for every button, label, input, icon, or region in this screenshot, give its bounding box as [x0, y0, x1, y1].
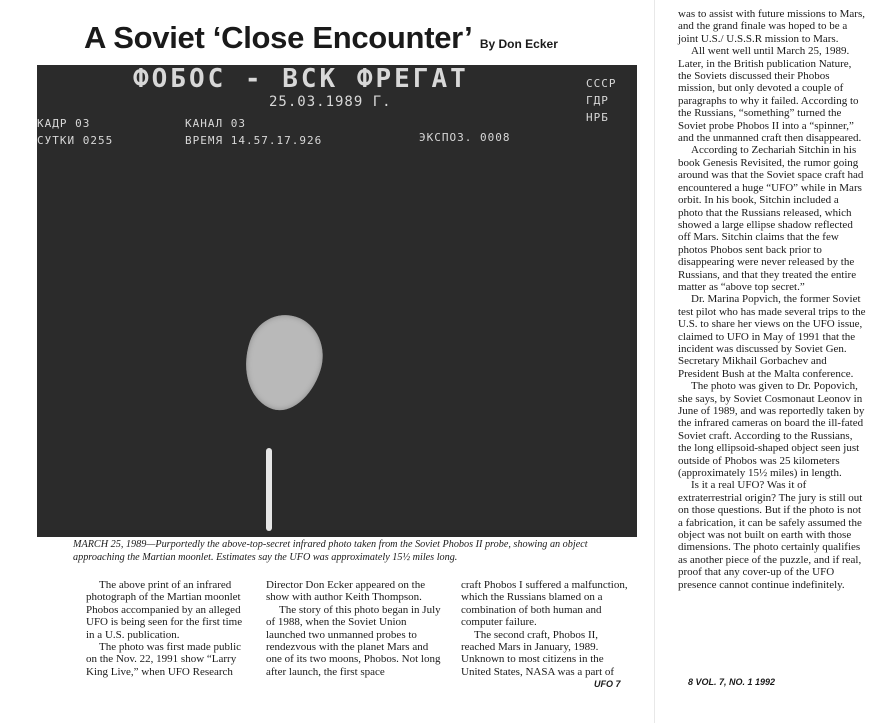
paragraph: The above print of an infrared photograph of the Martian moonlet Phobos accompanied by an alleged UFO is being seen for the first time in a U.S. publication. [86, 579, 243, 641]
paragraph: All went well until March 25, 1989. Later, in the British publication Nature, the Soviets discussed their Phobos mission, but only devoted a couple of paragraphs to why it failed. According to the Russians, “something” turned the Soviet probe Phobos II into a “spinner,” and the unmanned craft then disappeared. [678, 45, 862, 145]
paragraph: The photo was first made public on the Nov. 22, 1991 show “Larry King Live,” when UFO Research [86, 641, 242, 678]
paragraph: Director Don Ecker appeared on the show with author Keith Thompson. [266, 579, 426, 604]
paragraph: The story of this photo began in July of 1988, when the Soviet Union launched two unmanned probes to rendezvous with the planet Mars and one of its two moons, Phobos. Not long after launch, the first space [266, 603, 441, 678]
photo-kadr: КАДР 03 [37, 117, 91, 130]
paragraph: According to Zechariah Sitchin in his book Genesis Revisited, the rumor going around was that the Soviet space craft had encountered a huge “UFO” while in Mars orbit. In his book, Sitchin included a photo that the Russians released, which showed a large ellipse shadow reflected off Mars. Sitchin claims that the few photos Phobos sent back prior to disappearing were never released by the Russians, and that they treated the entire matter as “above top secret.” [678, 144, 864, 293]
article-headline [84, 20, 558, 56]
photo-ekspoz: ЭКСПОЗ. 0008 [419, 131, 511, 144]
article-byline: By Don Ecker [479, 37, 558, 51]
infrared-photo [37, 65, 637, 537]
photo-caption: MARCH 25, 1989—Purportedly the above-top-secret infrared photo taken from the Soviet Phobos II probe, showing an object approaching the Martian moonlet. Estimates say the UFO was approximately 15½ miles long. [73, 539, 588, 563]
paragraph: Dr. Marina Popvich, the former Soviet test pilot who has made several trips to the U.S. to share her views on the UFO issue, claimed to UFO in May of 1991 that the incident was discussed by Soviet Gen. Secretary Mikhail Gorbachev and President Bush at the Malta conference. [678, 293, 866, 380]
article-column-1 [86, 579, 248, 678]
photo-sutki: СУТКИ 0255 [37, 134, 114, 147]
article-column-3 [461, 579, 631, 678]
paragraph: craft Phobos I suffered a malfunction, which the Russians blamed on a combination of both human and computer failure. [461, 579, 628, 629]
photo-country-3: НРБ [586, 111, 609, 124]
article-title: A Soviet ‘Close Encounter’ [84, 20, 473, 55]
paragraph: The second craft, Phobos II, reached Mars in January, 1989. Unknown to most citizens in the United States, NASA was a part of [461, 628, 615, 678]
page-folio-right: 8 VOL. 7, NO. 1 1992 [688, 677, 776, 687]
page-folio-left: UFO 7 [594, 679, 621, 689]
photo-country-1: СССР [586, 77, 617, 90]
phobos-moonlet [232, 306, 334, 420]
paragraph: The photo was given to Dr. Popovich, she says, by Soviet Cosmonaut Leonov in June of 1989, and was reportedly taken by the infrared cameras on board the ill-fated Soviet craft. According to the Russians, the long ellipsoid-shaped object seen just outside of Phobos was 25 kilometers (approximately 15½ miles) in length. [678, 380, 865, 480]
photo-vremya: ВРЕМЯ 14.57.17.926 [185, 134, 323, 147]
article-column-4 [678, 8, 866, 591]
ufo-shadow [266, 448, 272, 531]
paragraph: Is it a real UFO? Was it of extraterrestrial origin? The jury is still out on those questions. But if the photo is not a fabrication, it can be safely assumed the object was not built on earth with those dimensions. The photo certainly qualifies as another piece of the puzzle, and if real, proof that any cover-up of the UFO presence cannot continue indefinitely. [678, 479, 863, 591]
photo-header-text: ФОБОС - ВСК ФРЕГАТ [133, 65, 469, 94]
photo-country-2: ГДР [586, 94, 609, 107]
photo-date: 25.03.1989 Г. [269, 94, 392, 110]
page-gutter [654, 0, 655, 723]
article-column-2 [266, 579, 446, 678]
paragraph: was to assist with future missions to Mars, and the grand finale was hoped to be a joint U.S./ U.S.S.R mission to Mars. [678, 8, 865, 45]
photo-kanal: КАНАЛ 03 [185, 117, 246, 130]
